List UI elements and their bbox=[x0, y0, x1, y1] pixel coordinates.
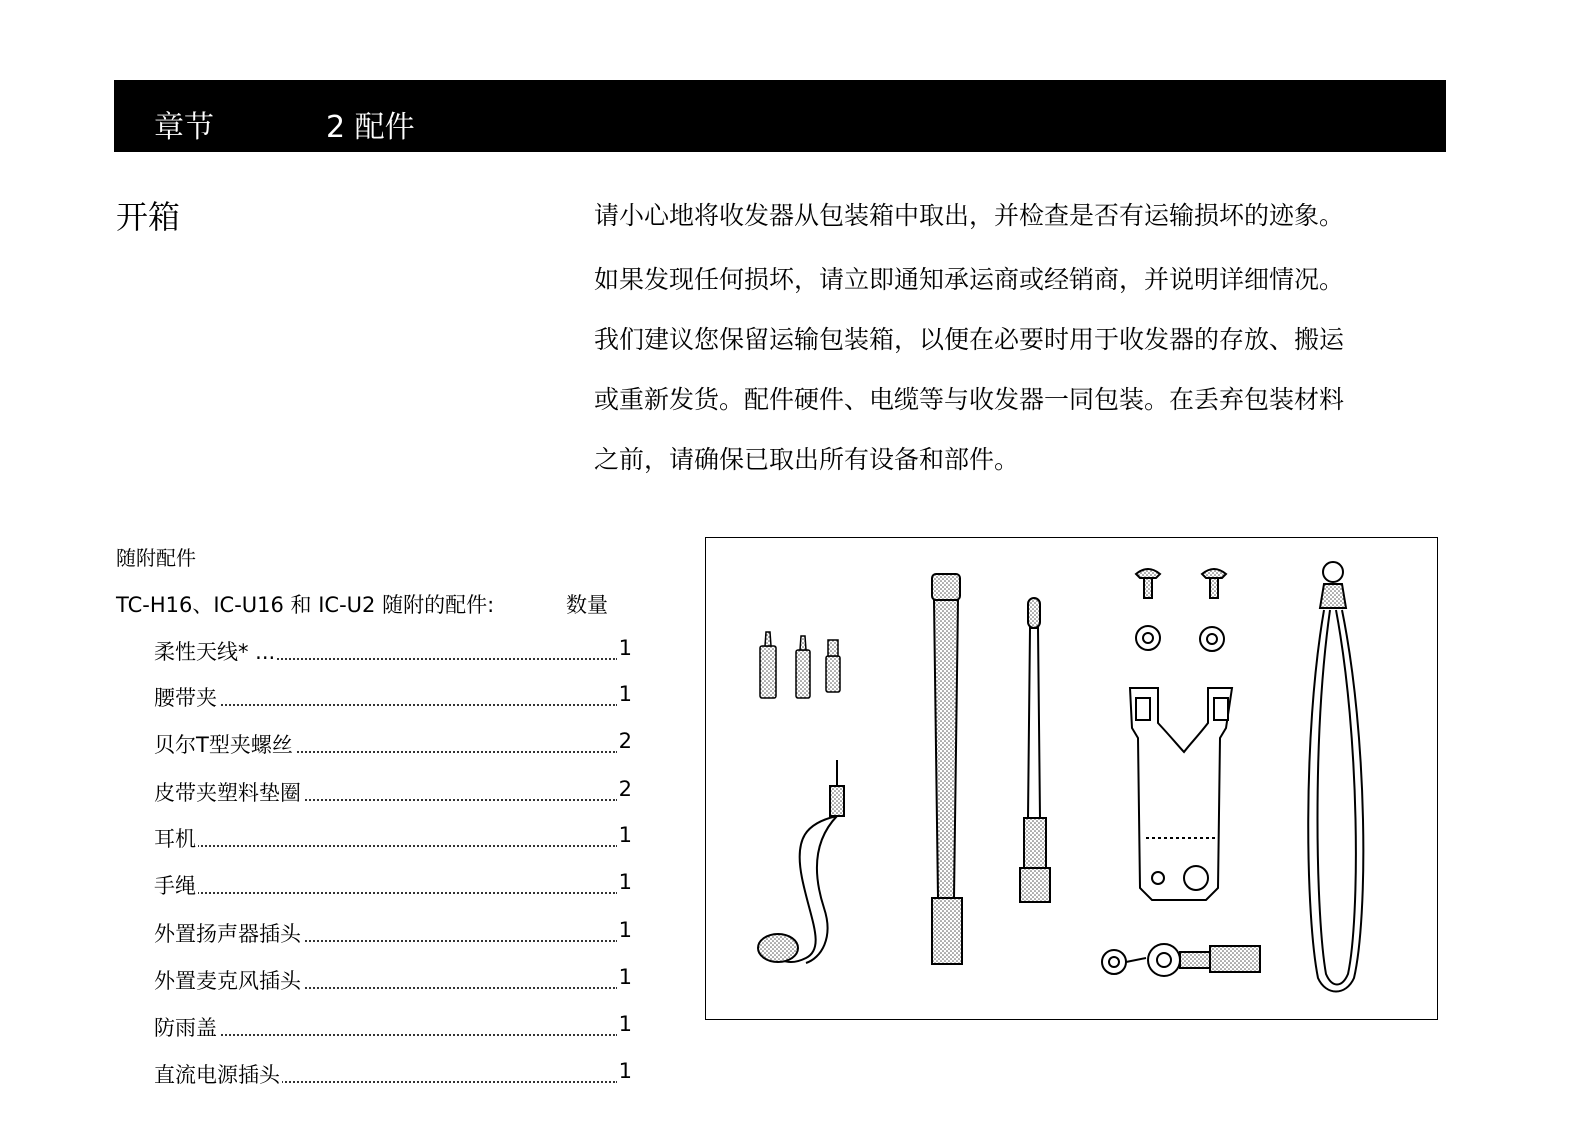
item-name: 皮带夹塑料垫圈 bbox=[154, 777, 303, 807]
item-qty: 1 bbox=[618, 965, 632, 989]
list-item bbox=[154, 965, 632, 995]
item-qty: 1 bbox=[618, 918, 632, 942]
list-item bbox=[154, 682, 632, 712]
accessories-illustration bbox=[705, 537, 1438, 1020]
item-name: 防雨盖 bbox=[154, 1012, 219, 1042]
hand-strap-icon bbox=[1308, 562, 1363, 992]
leader-dots bbox=[154, 845, 618, 847]
intro-line: 我们建议您保留运输包装箱，以便在必要时用于收发器的存放、搬运 bbox=[594, 325, 1345, 354]
item-name: 手绳 bbox=[154, 870, 198, 900]
item-qty: 1 bbox=[618, 636, 632, 660]
list-item bbox=[154, 823, 632, 853]
item-qty: 1 bbox=[618, 682, 632, 706]
list-item bbox=[154, 777, 632, 807]
belt-clip-icon bbox=[1130, 688, 1232, 900]
item-name: 柔性天线* ... bbox=[154, 636, 277, 666]
dc-plug-icon bbox=[1102, 944, 1260, 976]
item-qty: 1 bbox=[618, 870, 632, 894]
list-item bbox=[154, 729, 632, 759]
earphone-icon bbox=[758, 760, 844, 963]
quantity-column-label: 数量 bbox=[566, 593, 608, 617]
accessories-heading: 随附配件 bbox=[116, 546, 196, 570]
item-name: 贝尔T型夹螺丝 bbox=[154, 729, 295, 759]
item-name: 腰带夹 bbox=[154, 682, 219, 712]
chapter-label: 章节 bbox=[154, 110, 214, 145]
antenna-icon bbox=[932, 574, 962, 964]
accessories-subheading: TC-H16、IC-U16 和 IC-U2 随附的配件: bbox=[116, 593, 495, 617]
list-item bbox=[154, 1012, 632, 1042]
intro-line: 如果发现任何损坏，请立即通知承运商或经销商，并说明详细情况。 bbox=[594, 265, 1345, 294]
leader-dots bbox=[154, 704, 618, 706]
short-antenna-icon bbox=[1020, 598, 1050, 902]
item-qty: 1 bbox=[618, 1059, 632, 1083]
leader-dots bbox=[154, 892, 618, 894]
chapter-title: 2 配件 bbox=[326, 110, 415, 145]
accessories-drawing bbox=[706, 538, 1439, 1021]
list-item bbox=[154, 636, 632, 666]
item-qty: 1 bbox=[618, 823, 632, 847]
item-qty: 1 bbox=[618, 1012, 632, 1036]
intro-line: 之前，请确保已取出所有设备和部件。 bbox=[594, 445, 1020, 474]
list-item bbox=[154, 1059, 632, 1089]
item-name: 外置扬声器插头 bbox=[154, 918, 303, 948]
list-item bbox=[154, 918, 632, 948]
intro-line: 请小心地将收发器从包装箱中取出，并检查是否有运输损坏的迹象。 bbox=[594, 201, 1345, 230]
screw-icon bbox=[1136, 569, 1226, 598]
intro-line: 或重新发货。配件硬件、电缆等与收发器一同包装。在丢弃包装材料 bbox=[594, 385, 1345, 414]
item-qty: 2 bbox=[618, 777, 632, 801]
item-name: 耳机 bbox=[154, 823, 198, 853]
item-qty: 2 bbox=[618, 729, 632, 753]
chapter-header bbox=[114, 80, 1446, 152]
list-item bbox=[154, 870, 632, 900]
section-title: 开箱 bbox=[116, 198, 181, 236]
washer-icon bbox=[1136, 626, 1224, 651]
item-name: 直流电源插头 bbox=[154, 1059, 282, 1089]
plug-icon bbox=[760, 632, 840, 698]
leader-dots bbox=[154, 1034, 618, 1036]
item-name: 外置麦克风插头 bbox=[154, 965, 303, 995]
